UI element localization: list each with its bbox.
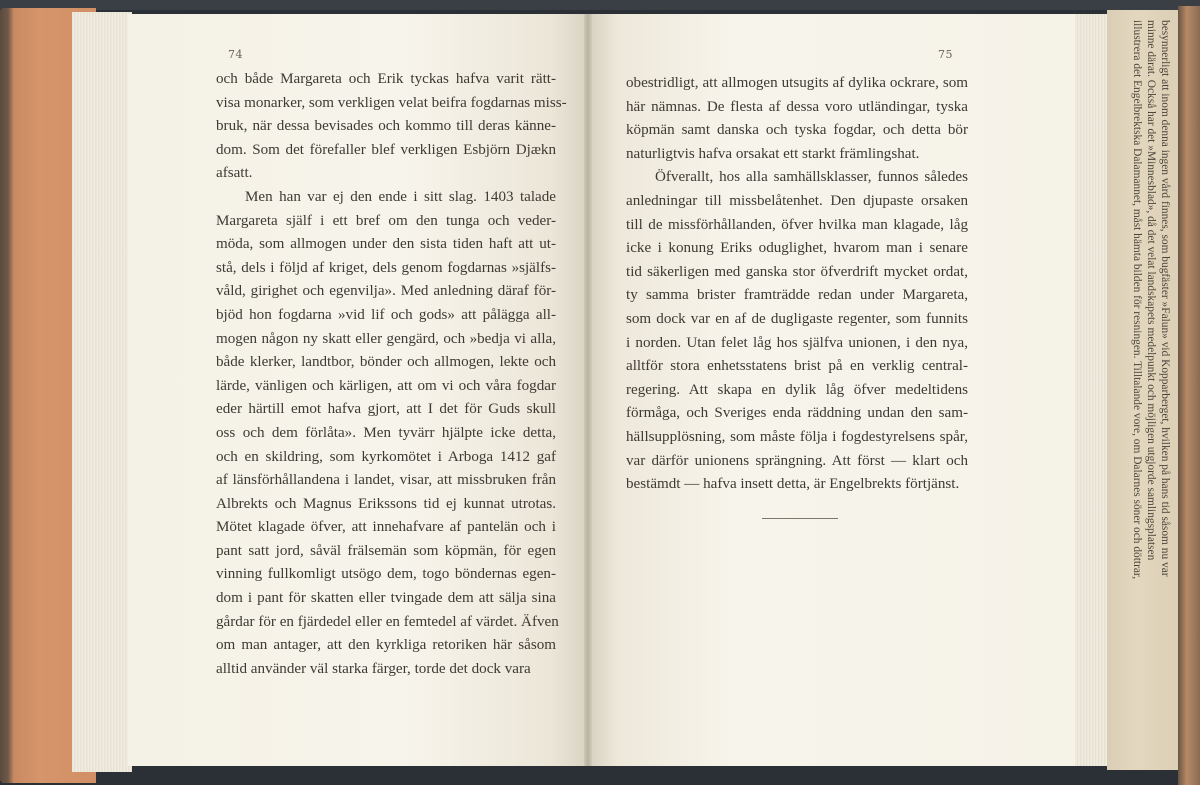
text-line: vinning fullkomligt utsögo dem, togo böndernas egen-	[216, 566, 556, 583]
text-line: Margareta själf i ett bref om den tunga och veder-	[216, 212, 556, 229]
text-line: gårdar för en fjärdedel eller en femtedel af värdet. Äfven	[216, 613, 559, 630]
page-number-right: 75	[938, 48, 953, 61]
text-line: dom. Som det förefaller blef verkligen Esbjörn Djækn	[216, 141, 556, 158]
text-line: alltid använder väl starka färger, torde det dock vara	[216, 660, 531, 677]
text-line: alltför stora enhetsstatens brist på en verklig central-	[626, 358, 968, 375]
text-line: obestridligt, att allmogen utsugits af dylika ockrare, som	[626, 75, 968, 91]
text-line: mogen någon ny skatt eller gengärd, och »bedja vi alla,	[216, 330, 556, 347]
text-line: afsatt.	[216, 165, 253, 182]
text-line: af länsförhållandena i landet, visar, att missbruken från	[216, 472, 556, 489]
text-line: pant satt jord, såväl frälsemän som köpmän, för egen	[216, 542, 556, 559]
page-edges-right	[1075, 14, 1107, 766]
text-line: och både Margareta och Erik tyckas hafva varit rätt-	[216, 71, 556, 87]
text-line: naturligtvis hafva orsakat ett starkt främlingshat.	[626, 145, 920, 162]
text-line: bjöd hon fogdarna »vid lif och gods» att pålägga all-	[216, 306, 556, 323]
text-line: anledningar till missbelåtenhet. Den djupaste orsaken	[626, 192, 968, 209]
section-end-rule	[762, 518, 838, 519]
text-line: lärde, vänligen och kärligen, att om vi och våra fogdar	[216, 377, 556, 394]
text-line: bestämdt — hafva insett detta, är Engelbrekts förtjänst.	[626, 476, 960, 493]
text-line: tid säkerligen med ganska stor öfverdrift mycket ordat,	[626, 263, 968, 280]
text-line: här nämnas. De flesta af dessa voro utländingar, tyska	[626, 98, 968, 115]
text-line: både klerker, landtbor, bönder och allmogen, lekte och	[216, 354, 556, 371]
text-line: eder härtill emot hafva gjort, att I det för Guds skull	[216, 401, 556, 418]
page-edges-left	[72, 12, 132, 772]
text-line: som dock var en af de dugligaste regenter, som funnits	[626, 310, 968, 327]
text-line: minne därat. Också har det »Minnesblad», då det velat landskapets medelpunkt och möjligen utgjorde samlingsplatsen	[1145, 20, 1157, 561]
text-line: icke i konung Eriks oduglighet, hvarom man i senare	[626, 240, 968, 257]
text-line: regering. Att skapa en dylik låg öfver medeltidens	[626, 381, 968, 398]
text-line: besynnerligt att inom denna ingen vård finnes, som bugfäster »Falun» vid Kopparberget, hvilken på hans tid såsom nu var	[1159, 20, 1171, 577]
text-line: illustrera det Engelbrektska Dalamannet, måst hämta bilden för resningen. Tilltalande vore, om Dalarnes söner och döttrar,	[1131, 20, 1143, 580]
text-line: ty samma brister framträdde redan under Margareta,	[626, 287, 968, 304]
text-line: stå, dels i följd af kriget, dels genom fogdarnas »själfs-	[216, 259, 556, 276]
text-line: till de missförhållanden, öfver hvilka man klagade, låg	[626, 216, 968, 233]
book-gutter	[584, 14, 592, 766]
text-line: i norden. Utan felet låg hos själfva unionen, i den nya,	[626, 334, 968, 351]
book-cover-right	[1178, 6, 1200, 785]
text-line: förmåga, och Sveriges enda räddning undan den sam-	[626, 405, 968, 422]
text-line: och en skildring, som kyrkomötet i Arboga 1412 gaf	[216, 448, 556, 465]
text-line: om man antager, att den kyrkliga retoriken här såsom	[216, 637, 556, 654]
text-line: Men han var ej den ende i sitt slag. 1403 talade	[245, 188, 556, 205]
text-line: oss och dem förlåta». Men tyvärr hjälpte icke detta,	[216, 424, 556, 441]
background-top	[0, 0, 1200, 10]
text-line: Mötet klagade öfver, att innehafvare af pantelän och i	[216, 519, 556, 536]
text-line: bruk, när dessa bevisades och kommo till deras känne-	[216, 118, 556, 135]
left-page-text	[216, 68, 567, 681]
text-line: Albrekts och Magnus Erikssons tid ej kunnat utrotas.	[216, 495, 556, 512]
text-line: hällsupplösning, som måste följa i fogdestyrelsens spår,	[626, 428, 968, 445]
page-number-left: 74	[228, 48, 243, 61]
text-line: visa monarker, som verkligen velat beifra fogdarnas miss-	[216, 94, 567, 111]
right-page-text	[626, 72, 968, 497]
text-line: möda, som allmogen under den sista tiden haft att ut-	[216, 236, 556, 253]
text-line: våld, girighet och egenvilja». Med anledning däraf för-	[216, 283, 556, 300]
text-line: köpmän samt danska och tyska fogdar, och detta bör	[626, 122, 968, 139]
text-line: dom i pant för skatten eller tvingade dem att sälja sina	[216, 590, 556, 607]
text-line: var därför unionens sprängning. Att först — klart och	[626, 452, 968, 469]
inserted-sheet-text	[1130, 20, 1172, 760]
text-line: Öfverallt, hos alla samhällsklasser, funnos således	[655, 169, 968, 186]
